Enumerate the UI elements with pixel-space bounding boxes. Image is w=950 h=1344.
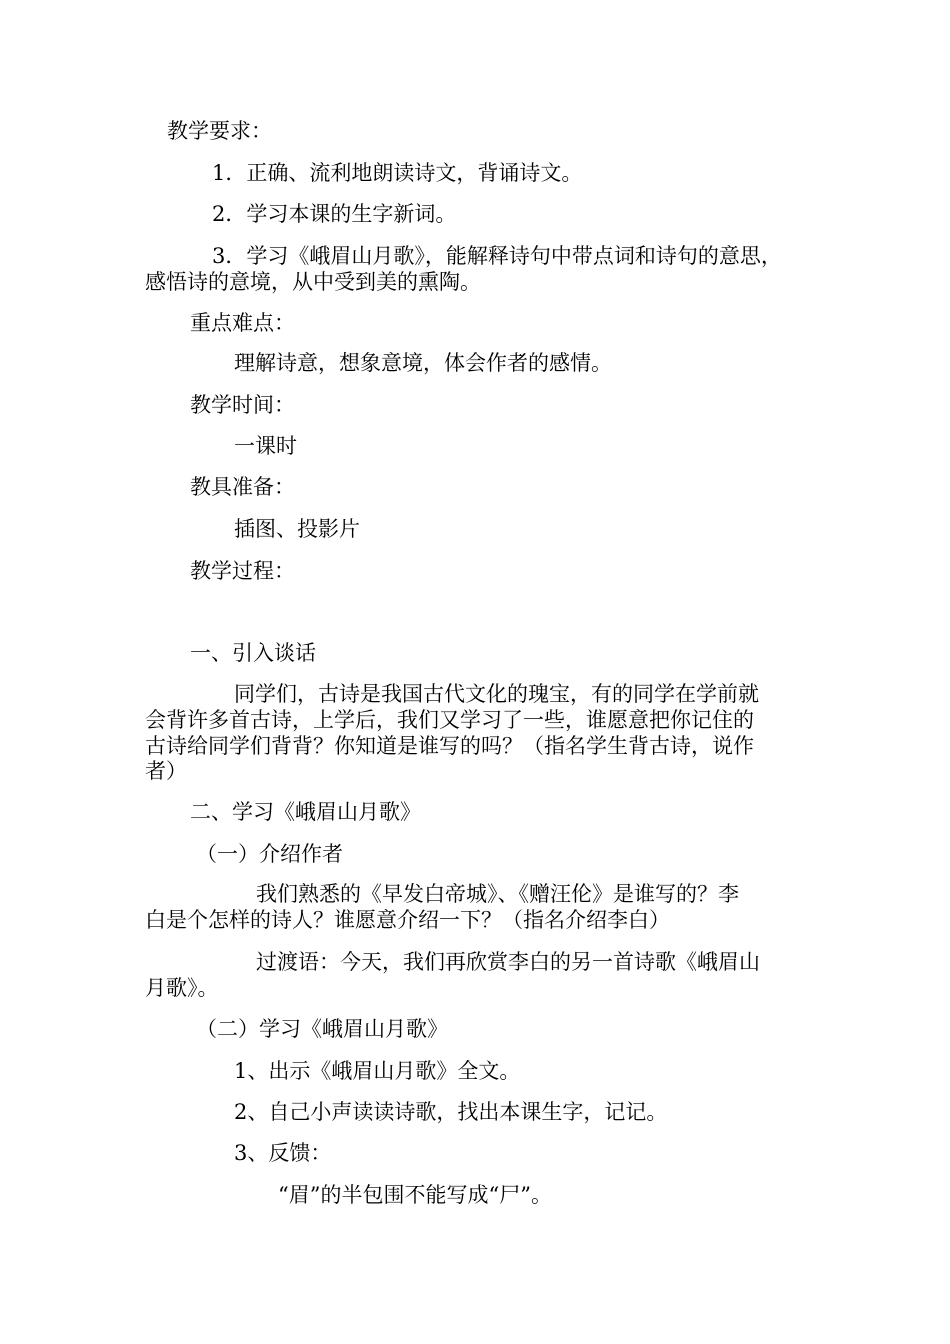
section-1-heading: 一、引入谈话 <box>190 641 316 665</box>
section-1-para-line-3: 古诗给同学们背背？你知道是谁写的吗？（指名学生背古诗，说作 <box>145 734 754 758</box>
section-1-para-line-2: 会背许多首古诗，上学后，我们又学习了一些，谁愿意把你记住的 <box>145 708 754 732</box>
subsection-1-para-1-line-1: 我们熟悉的《早发白帝城》、《赠汪伦》是谁写的？李 <box>256 882 739 906</box>
section-1-para-line-1: 同学们，古诗是我国古代文化的瑰宝，有的同学在学前就 <box>234 682 759 706</box>
key-points-heading: 重点难点： <box>190 311 295 335</box>
tools-heading: 教具准备： <box>190 475 295 499</box>
subsection-1-para-2-line-1: 过渡语：今天，我们再欣赏李白的另一首诗歌《峨眉山 <box>256 950 760 974</box>
subsection-2-step-3: 3、反馈： <box>234 1141 332 1165</box>
tools-text: 插图、投影片 <box>234 517 360 541</box>
subsection-1-para-1-line-2: 白是个怎样的诗人？谁愿意介绍一下？（指名介绍李白） <box>145 908 670 932</box>
requirements-heading: 教学要求： <box>167 119 272 143</box>
subsection-1-heading: （一）介绍作者 <box>196 842 343 866</box>
requirement-item-3-line-2: 感悟诗的意境，从中受到美的熏陶。 <box>145 270 481 294</box>
subsection-2-heading: （二）学习《峨眉山月歌》 <box>196 1017 448 1041</box>
process-heading: 教学过程： <box>190 559 295 583</box>
subsection-2-step-1: 1、出示《峨眉山月歌》全文。 <box>234 1059 521 1083</box>
time-text: 一课时 <box>234 434 297 458</box>
section-1-para-line-4: 者） <box>145 759 187 783</box>
section-2-heading: 二、学习《峨眉山月歌》 <box>190 800 421 824</box>
subsection-1-para-2-line-2: 月歌》。 <box>145 976 219 1000</box>
requirement-item-1: 1．正确、流利地朗读诗文，背诵诗文。 <box>212 161 583 185</box>
requirement-item-2: 2．学习本课的生字新词。 <box>212 202 457 226</box>
subsection-2-step-2: 2、自己小声读读诗歌，找出本课生字，记记。 <box>234 1100 668 1124</box>
subsection-2-note: “眉”的半包围不能写成“尸”。 <box>278 1183 552 1207</box>
time-heading: 教学时间： <box>190 393 295 417</box>
requirement-item-3-line-1: 3．学习《峨眉山月歌》，能解释诗句中带点词和诗句的意思， <box>212 244 782 268</box>
key-points-text: 理解诗意，想象意境，体会作者的感情。 <box>234 351 612 375</box>
